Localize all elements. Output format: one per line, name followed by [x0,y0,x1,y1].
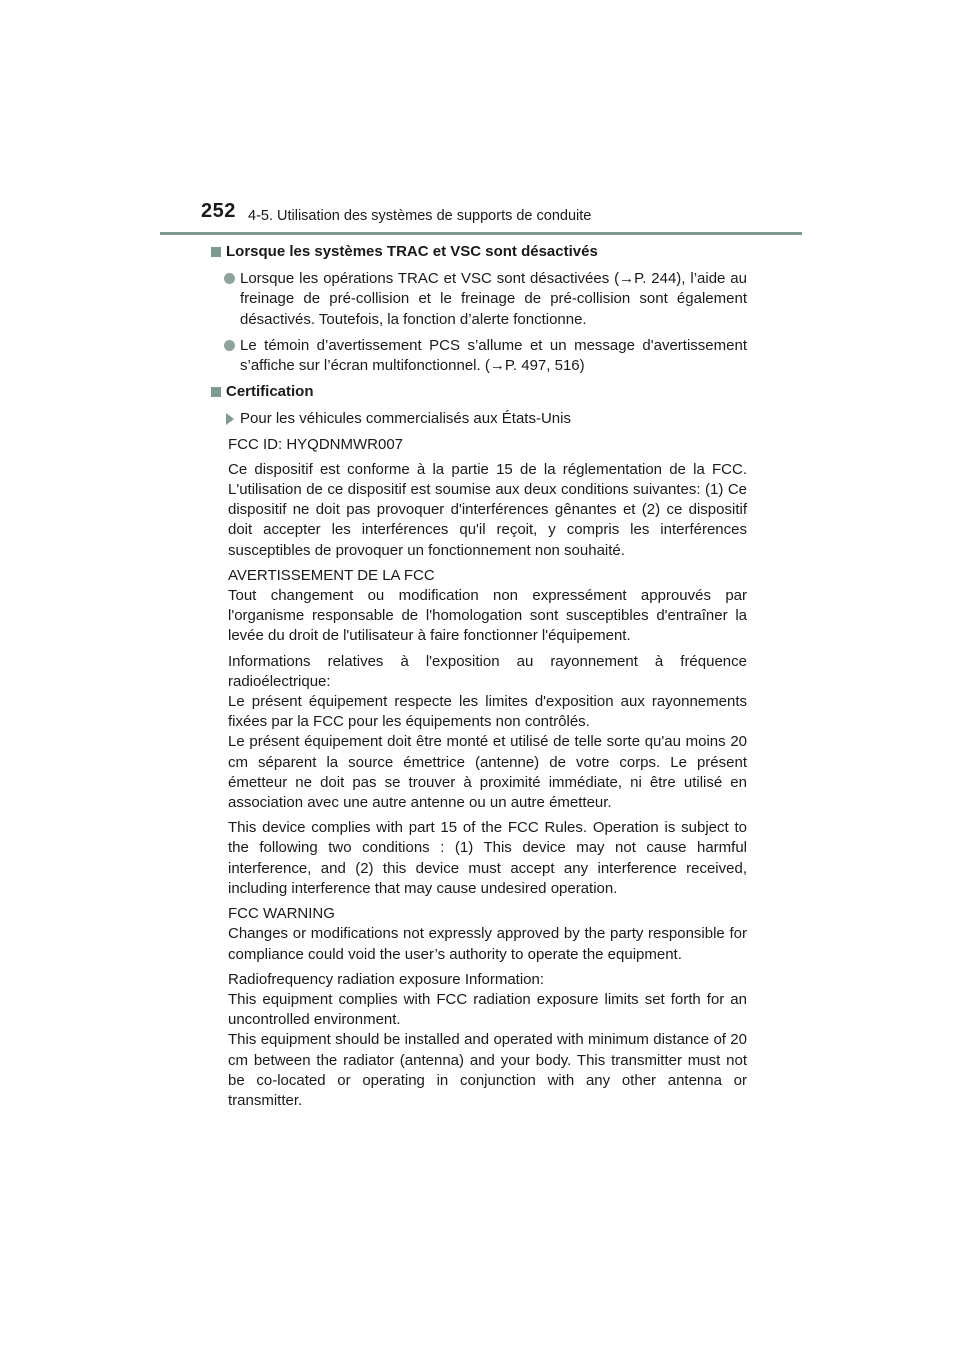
page-content [211,242,747,1116]
triangle-right-icon [226,413,234,425]
header-rule [160,232,802,235]
list-item-text: Lorsque les opérations TRAC et VSC sont désactivées (→P. 244), l’aide au freinage de pré-collision et le freinage de pré-collision sont également désactivés. Toutefois, la fonction d’alerte fonctionne. [240,270,747,328]
fcc-id: FCC ID: HYQDNMWR007 [228,435,404,453]
exposure-info-fr [211,652,747,814]
exposure-text-fr-2: Le présent équipement doit être monté et utilisé de telle sorte qu'au moins 20 cm séparent la source émettrice (antenne) de votre corps. Le présent émetteur ne doit pas se trouver à proximité immédiate, ni être utilisé en association avec une autre antenne ou un autre émetteur. [228,733,747,812]
circle-bullet-icon [224,340,235,351]
square-bullet-icon [211,387,221,397]
section-heading-trac-vsc [211,242,747,262]
subheading-text: Pour les véhicules commercialisés aux États-Unis [240,410,571,428]
section-heading-text: Certification [226,383,314,401]
exposure-title-fr: Informations relatives à l'exposition au rayonnement à fréquence radioélectrique: [228,652,747,690]
circle-bullet-icon [224,273,235,284]
fcc-warning-fr [211,566,747,647]
exposure-title-en: Radiofrequency radiation exposure Information: [228,970,545,988]
list-item-text: Le témoin d’avertissement PCS s’allume et un message d'avertissement s’affiche sur l’écran multifonctionnel. (→P. 497, 516) [240,336,747,375]
section-heading-certification [211,382,747,402]
exposure-info-en [211,970,747,1111]
warning-title-fr: AVERTISSEMENT DE LA FCC [228,566,435,584]
warning-title-en: FCC WARNING [228,905,335,923]
chapter-title: 4-5. Utilisation des systèmes de supports de conduite [248,208,592,224]
fcc-warning-en [211,904,747,965]
warning-text-fr: Tout changement ou modification non expressément approuvés par l'organisme responsable de l'homologation sont susceptibles d'entraîner la levée du droit de l'utilisateur à faire fonctionner l'équipement. [228,587,747,645]
subheading-usa [211,409,747,429]
page-number: 252 [201,200,236,222]
section-heading-text: Lorsque les systèmes TRAC et VSC sont désactivés [226,243,598,260]
exposure-text-en-2: This equipment should be installed and operated with minimum distance of 20 cm between the radiator (antenna) and your body. This transmitter must not be co-located or operating in conjunction with any other antenna or transmitter. [228,1031,747,1109]
compliance-paragraph-en: This device complies with part 15 of the FCC Rules. Operation is subject to the following two conditions : (1) This device may not cause harmful interference, and (2) this device must accept any interference received, including interference that may cause undesired operation. [228,819,747,897]
warning-text-en: Changes or modifications not expressly approved by the party responsible for compliance could void the user’s authority to operate the equipment. [228,925,747,963]
list-item [211,269,747,330]
conformity-paragraph: Ce dispositif est conforme à la partie 15 de la réglementation de la FCC. L'utilisation de ce dispositif est soumise aux deux conditions suivantes: (1) Ce dispositif ne doit pas provoquer d'interférences gênantes et (2) ce dispositif doit accepter les interférences qu'il reçoit, y compris les interférences susceptibles de provoquer un fonctionnement non souhaité. [228,460,747,559]
list-item [211,336,747,376]
exposure-text-fr-1: Le présent équipement respecte les limites d'exposition aux rayonnements fixées par la FCC pour les équipements non contrôlés. [228,693,747,731]
square-bullet-icon [211,247,221,257]
exposure-text-en-1: This equipment complies with FCC radiation exposure limits set forth for an uncontrolled environment. [228,990,747,1029]
